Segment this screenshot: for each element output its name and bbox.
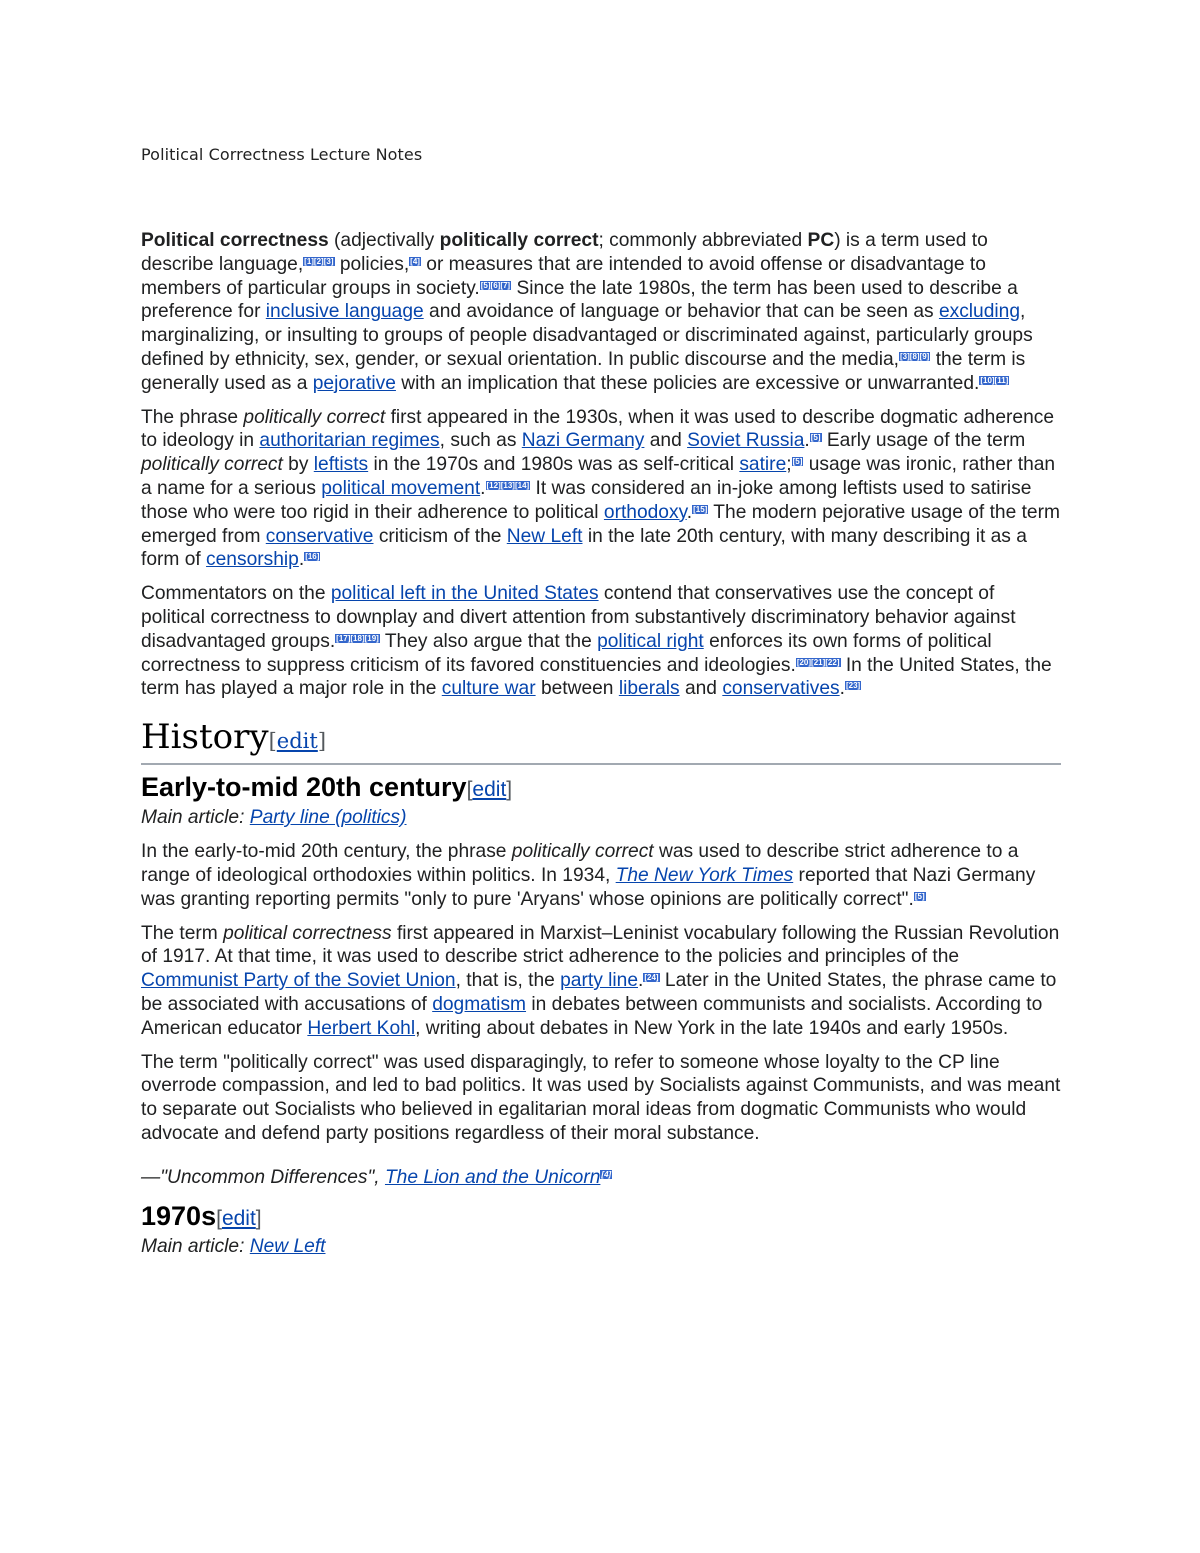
citation-ref[interactable]: [5][6][7] <box>480 280 511 290</box>
main-article-hatnote <box>141 806 1061 830</box>
italic-term: politically correct <box>243 406 386 428</box>
text-run: contend that conservatives use the concept of political correctness to downplay and divert attention from substantively discriminatory behavior against disadvantaged groups. <box>141 583 1016 652</box>
edit-section-control <box>269 729 326 753</box>
link-new-left[interactable]: New Left <box>506 525 583 547</box>
text-run: . <box>638 970 644 992</box>
link-excluding[interactable]: excluding <box>938 301 1021 323</box>
citation-ref[interactable]: [15] <box>693 504 708 514</box>
link-censorship[interactable]: censorship <box>206 549 299 571</box>
text-run: was used to describe strict adherence to a range of ideological orthodoxies within politics. In 1934, <box>141 841 1019 886</box>
text-run: . <box>686 501 693 523</box>
text-run: usage was ironic, rather than a name for a serious <box>141 454 1056 499</box>
text-run: first appeared in Marxist–Leninist vocabulary following the Russian Revolution of 1917. At that time, it was used to describe strict adherence to the policies and principles of the <box>141 922 1060 968</box>
citation-ref[interactable]: [12][13][14] <box>486 480 530 490</box>
bold-term: Political correctness <box>141 230 329 251</box>
intro-paragraph-2 <box>141 406 1061 573</box>
edit-section-control <box>467 778 513 801</box>
link-pejorative[interactable]: pejorative <box>312 372 396 394</box>
hatnote-prefix: Main article: <box>141 807 250 829</box>
text-run: by <box>282 454 314 476</box>
text-run: . <box>480 477 486 499</box>
intro-paragraph-3 <box>141 582 1061 701</box>
edit-bracket: [ <box>216 1206 222 1230</box>
italic-term: politically correct <box>511 841 654 863</box>
link-lion-and-unicorn[interactable]: The Lion and the Unicorn <box>384 1166 601 1188</box>
citation-ref[interactable]: [4] <box>410 256 420 266</box>
citation-ref[interactable]: [5] <box>810 433 821 443</box>
bold-term: PC <box>807 230 835 251</box>
citation-ref[interactable]: [24] <box>644 973 659 983</box>
text-run: criticism of the <box>373 525 507 547</box>
intro-paragraph-1 <box>141 229 1061 396</box>
history-heading <box>141 717 1061 765</box>
text-run: Since the late 1980s, the term has been used to describe a preference for <box>141 277 1018 323</box>
citation-ref[interactable]: [1][2][3] <box>304 256 334 266</box>
section-heading-early-20th <box>141 771 1061 806</box>
edit-bracket: [ <box>268 729 277 754</box>
link-herbert-kohl[interactable]: Herbert Kohl <box>307 1017 416 1039</box>
edit-bracket: ] <box>317 729 327 754</box>
link-liberals[interactable]: liberals <box>618 678 680 700</box>
citation-ref[interactable]: [5] <box>792 457 803 467</box>
link-political-left-us[interactable]: political left in the United States <box>330 583 599 605</box>
link-conservative[interactable]: conservative <box>265 525 374 547</box>
text-run: . <box>298 549 305 571</box>
link-conservatives[interactable]: conservatives <box>722 678 840 700</box>
link-leftists[interactable]: leftists <box>313 454 369 476</box>
citation-ref[interactable]: [10][11] <box>980 375 1009 385</box>
text-run: Early usage of the term <box>821 430 1026 452</box>
text-run: first appeared in the 1930s, when it was used to describe dogmatic adherence to ideology in <box>141 406 1055 452</box>
edit-bracket: [ <box>466 778 473 802</box>
link-political-movement[interactable]: political movement <box>321 477 481 499</box>
text-run: policies, <box>334 253 410 275</box>
main-article-hatnote <box>141 1235 1061 1259</box>
text-run: ) is a term used to describe language, <box>141 230 988 275</box>
history-heading-text: History <box>141 717 269 758</box>
citation-ref[interactable]: [20][21][22] <box>796 657 840 667</box>
link-satire[interactable]: satire <box>739 454 787 476</box>
link-new-left-main[interactable]: New Left <box>249 1235 326 1257</box>
citation-ref[interactable]: [16] <box>305 552 320 562</box>
text-run: and avoidance of language or behavior that can be seen as <box>423 301 939 323</box>
edit-link[interactable]: edit <box>472 778 507 802</box>
link-new-york-times[interactable] <box>616 865 794 886</box>
link-nazi-germany[interactable]: Nazi Germany <box>521 430 645 452</box>
history-paragraph-1 <box>141 840 1061 911</box>
text-run: In the United States, the term has played a major role in the <box>141 654 1052 700</box>
link-soviet-russia[interactable]: Soviet Russia <box>687 430 805 452</box>
edit-link[interactable]: edit <box>221 1206 256 1230</box>
quote-attribution <box>141 1166 1061 1190</box>
text-run: The modern pejorative usage of the term emerged from <box>141 501 1060 547</box>
text-run: . <box>804 430 810 452</box>
text-run: , writing about debates in New York in the late 1940s and early 1950s. <box>415 1017 1009 1039</box>
citation-ref[interactable]: [4] <box>601 1169 612 1179</box>
link-political-right[interactable]: political right <box>597 630 704 652</box>
edit-section-control <box>216 1207 262 1230</box>
history-paragraph-2 <box>141 922 1061 1041</box>
link-orthodoxy[interactable]: orthodoxy <box>603 501 687 523</box>
text-run: in the late 20th century, with many describing it as a form of <box>141 525 1027 571</box>
text-run: the term is generally used as a <box>141 348 1026 394</box>
link-inclusive-language[interactable]: inclusive language <box>265 301 424 323</box>
hatnote-prefix: Main article: <box>141 1235 250 1257</box>
text-run: in debates between communists and socialists. According to American educator <box>141 993 1043 1039</box>
italic-link-text: The New York Times <box>615 864 794 886</box>
text-run: ; commonly abbreviated <box>598 230 808 251</box>
section-heading-1970s <box>141 1200 1061 1235</box>
article-body <box>141 229 1061 1269</box>
citation-ref[interactable]: [5] <box>914 891 925 901</box>
text-run: , marginalizing, or insulting to groups of people disadvantaged or discriminated against, particularly groups defined by ethnicity, sex, gender, or sexual orientation. In public discourse and the media, <box>141 301 1033 370</box>
document-title: Political Correctness Lecture Notes <box>141 145 423 164</box>
link-party-line-politics[interactable]: Party line (politics) <box>249 807 407 829</box>
text-run: , such as <box>439 430 522 452</box>
block-quote: The term "politically correct" was used disparagingly, to refer to someone whose loyalty to the CP line overrode compassion, and led to bad politics. It was used by Socialists against Communists, and was meant to separate out Socialists who believed in egalitarian moral ideas from dogmatic Communists who would advocate and defend party positions regardless of their moral substance. <box>141 1051 1061 1144</box>
edit-link[interactable]: edit <box>276 729 318 754</box>
edit-bracket: ] <box>506 778 513 802</box>
text-run: The phrase <box>141 406 244 428</box>
text-run: and <box>644 430 688 452</box>
italic-term: political correctness <box>223 922 392 944</box>
link-party-line[interactable]: party line <box>560 970 638 992</box>
text-run: and <box>679 678 723 700</box>
citation-ref[interactable]: [23] <box>845 681 861 691</box>
link-communist-party-soviet-union[interactable]: Communist Party of the Soviet Union <box>141 970 456 992</box>
section-heading-text: Early-to-mid 20th century <box>141 772 467 803</box>
text-run: In the early-to-mid 20th century, the phrase <box>141 841 512 863</box>
text-run: or measures that are intended to avoid offense or disadvantage to members of particular groups in society. <box>141 253 986 299</box>
text-run: Later in the United States, the phrase came to be associated with accusations of <box>141 970 1057 1015</box>
bold-term: politically correct <box>439 230 599 251</box>
section-heading-text: 1970s <box>141 1200 217 1231</box>
edit-bracket: ] <box>255 1206 262 1230</box>
text-run: enforces its own forms of political correctness to suppress criticism of its favored constituencies and ideologies. <box>141 630 992 676</box>
text-run: reported that Nazi Germany was granting reporting permits "only to pure 'Aryans' whose opinions are politically correct". <box>141 864 1036 910</box>
italic-term: politically correct <box>141 454 283 476</box>
text-run: with an implication that these policies are excessive or unwarranted. <box>395 372 980 394</box>
text-run: between <box>535 678 619 700</box>
link-culture-war[interactable]: culture war <box>441 678 536 700</box>
text-run: The term <box>141 922 224 944</box>
text-run: ; <box>786 454 792 476</box>
text-run: . <box>839 678 845 700</box>
text-run: in the 1970s and 1980s was as self-critical <box>368 454 740 476</box>
text-run: (adjectivally <box>328 230 440 251</box>
text-run: They also argue that the <box>379 630 598 652</box>
citation-ref[interactable]: [17][18][19] <box>336 633 379 643</box>
citation-ref[interactable]: [3][8][9] <box>900 351 930 361</box>
text-run: , that is, the <box>455 970 561 992</box>
attribution-prefix: —"Uncommon Differences", <box>141 1166 385 1188</box>
link-dogmatism[interactable]: dogmatism <box>432 993 527 1015</box>
text-run: It was considered an in-joke among leftists used to satirise those who were too rigid in their adherence to political <box>141 477 1032 523</box>
link-authoritarian-regimes[interactable]: authoritarian regimes <box>259 430 440 452</box>
text-run: Commentators on the <box>141 583 331 605</box>
